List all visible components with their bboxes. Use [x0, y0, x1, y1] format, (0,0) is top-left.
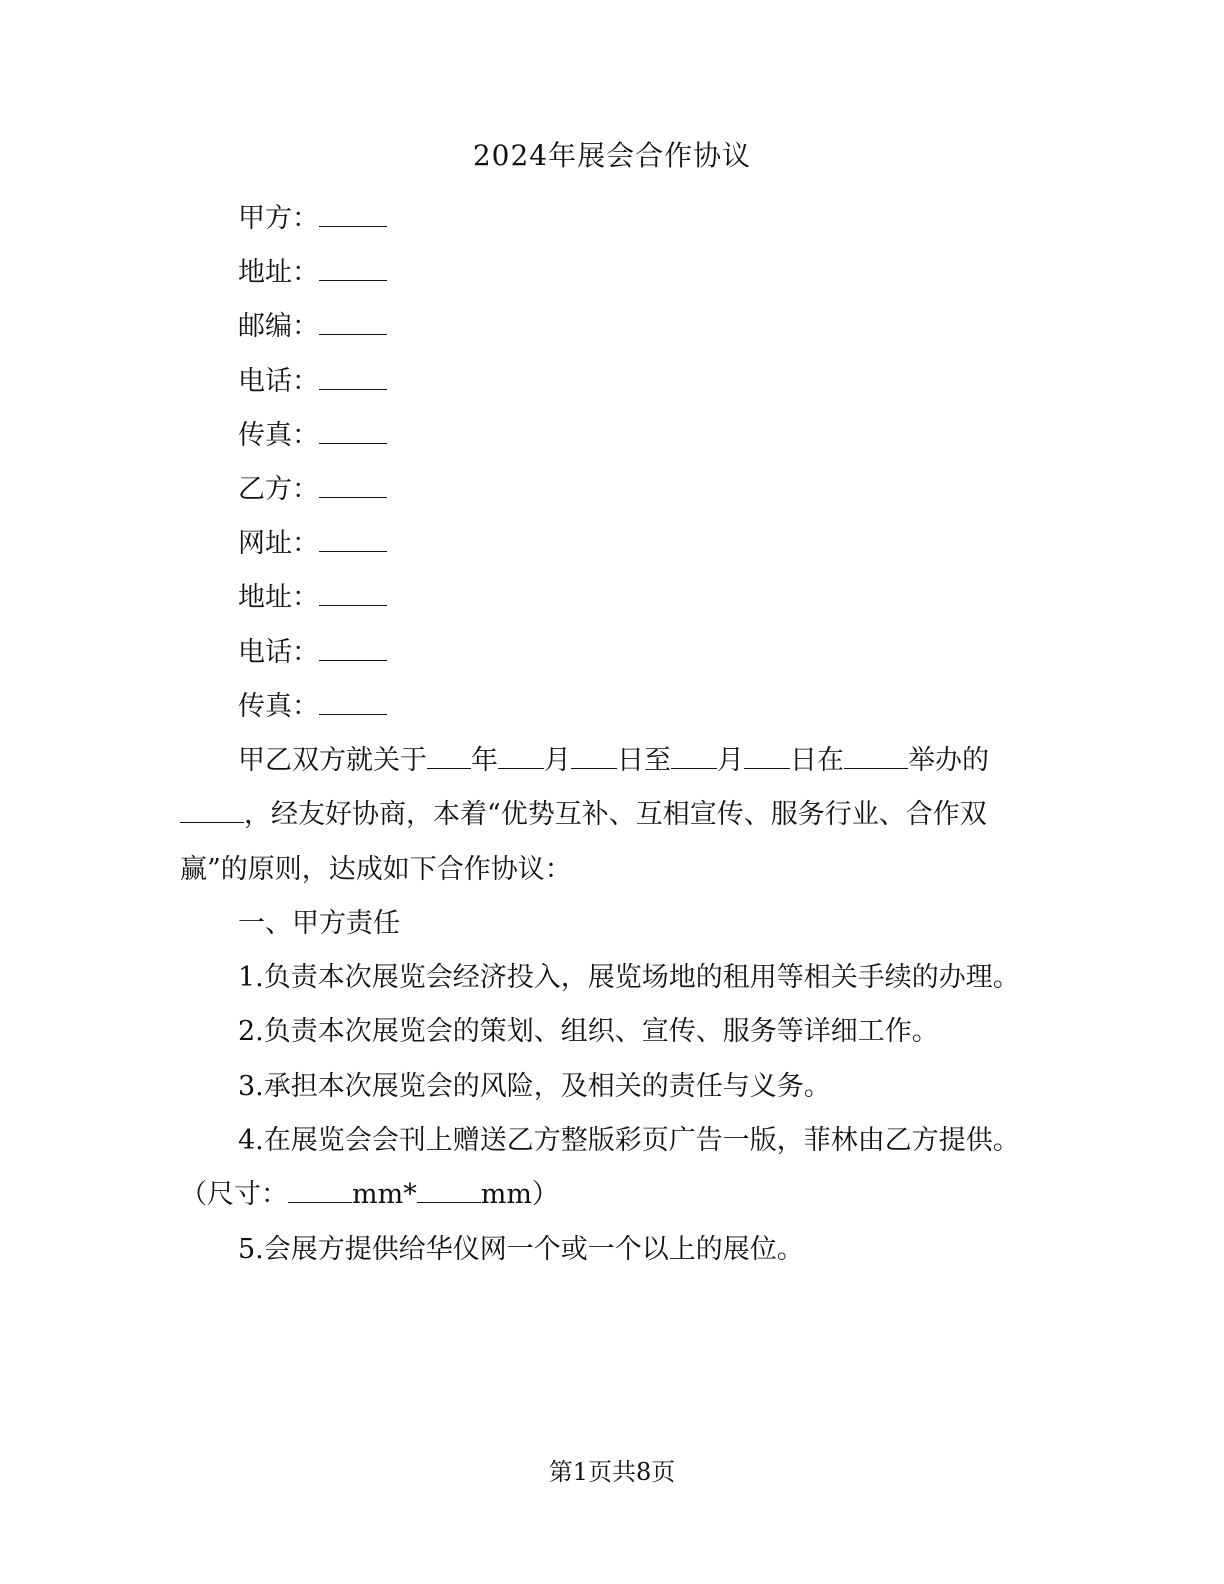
intro-paragraph: [180, 734, 1040, 897]
agreement-body: [180, 734, 1040, 1277]
field-row-party-b: [238, 467, 387, 521]
field-label: 甲方：: [238, 203, 319, 234]
field-row-address-b: [238, 575, 387, 629]
fill-blank: [417, 1172, 481, 1203]
field-label: 网址：: [238, 528, 319, 560]
fill-blank: [319, 684, 387, 715]
list-item-text: mm*: [352, 1179, 417, 1211]
field-label: 地址：: [238, 257, 319, 289]
section-heading: 一、甲方责任: [238, 907, 400, 939]
intro-text: 月: [717, 745, 744, 776]
fill-blank: [319, 575, 387, 606]
list-item: [180, 1114, 1040, 1223]
fill-blank: [288, 1172, 352, 1203]
list-item: 5.会展方提供给华仪网一个或一个以上的展位。: [238, 1233, 804, 1265]
fill-blank: [844, 738, 908, 769]
field-row-fax-a: [238, 413, 387, 467]
fill-blank: [571, 738, 617, 769]
fill-blank: [319, 413, 387, 444]
field-label: 邮编：: [238, 311, 319, 343]
fill-blank: [319, 521, 387, 552]
list-item: 1.负责本次展览会经济投入，展览场地的租用等相关手续的办理。: [238, 962, 1020, 994]
field-label: 电话：: [238, 365, 319, 397]
field-label: 地址：: [238, 582, 319, 614]
field-row-address-a: [238, 250, 387, 304]
intro-text: 日至: [617, 745, 671, 776]
fill-blank: [180, 792, 244, 823]
fill-blank: [744, 738, 790, 769]
field-row-website: [238, 521, 387, 575]
fill-blank: [319, 630, 387, 661]
party-info-fields: [238, 196, 387, 738]
fill-blank: [319, 359, 387, 390]
field-row-party-a: [238, 196, 387, 250]
list-item-text: mm）: [480, 1179, 559, 1211]
intro-text: 日在: [790, 745, 844, 776]
document-title: 2024年展会合作协议: [472, 139, 752, 172]
fill-blank: [671, 738, 717, 769]
fill-blank: [498, 738, 544, 769]
field-label: 乙方：: [238, 473, 319, 505]
list-item: 3.承担本次展览会的风险，及相关的责任与义务。: [238, 1070, 831, 1102]
field-row-phone-a: [238, 359, 387, 413]
field-row-fax-b: [238, 684, 387, 738]
field-label: 传真：: [238, 690, 319, 722]
list-item-text: 4.在展览会会刊上赠送乙方整版彩页广告一版，菲林由乙方提供。（尺寸：: [180, 1125, 1020, 1211]
page-number: 第1页共8页: [548, 1458, 676, 1486]
intro-text: 举办的: [908, 745, 989, 776]
intro-text: ，经友好协商，本着“优势互补、互相宣传、服务行业、合作双赢”的原则，达成如下合作协议：: [180, 799, 987, 885]
field-label: 传真：: [238, 419, 319, 451]
field-row-phone-b: [238, 630, 387, 684]
list-item: 2.负责本次展览会的策划、组织、宣传、服务等详细工作。: [238, 1016, 939, 1048]
fill-blank: [319, 196, 387, 227]
intro-text: 年: [471, 745, 498, 776]
field-label: 电话：: [238, 636, 319, 668]
fill-blank: [427, 738, 471, 769]
field-row-postcode: [238, 304, 387, 358]
fill-blank: [319, 304, 387, 335]
intro-text: 月: [544, 745, 571, 776]
intro-text: 甲乙双方就关于: [238, 745, 427, 776]
fill-blank: [319, 467, 387, 498]
fill-blank: [319, 250, 387, 281]
